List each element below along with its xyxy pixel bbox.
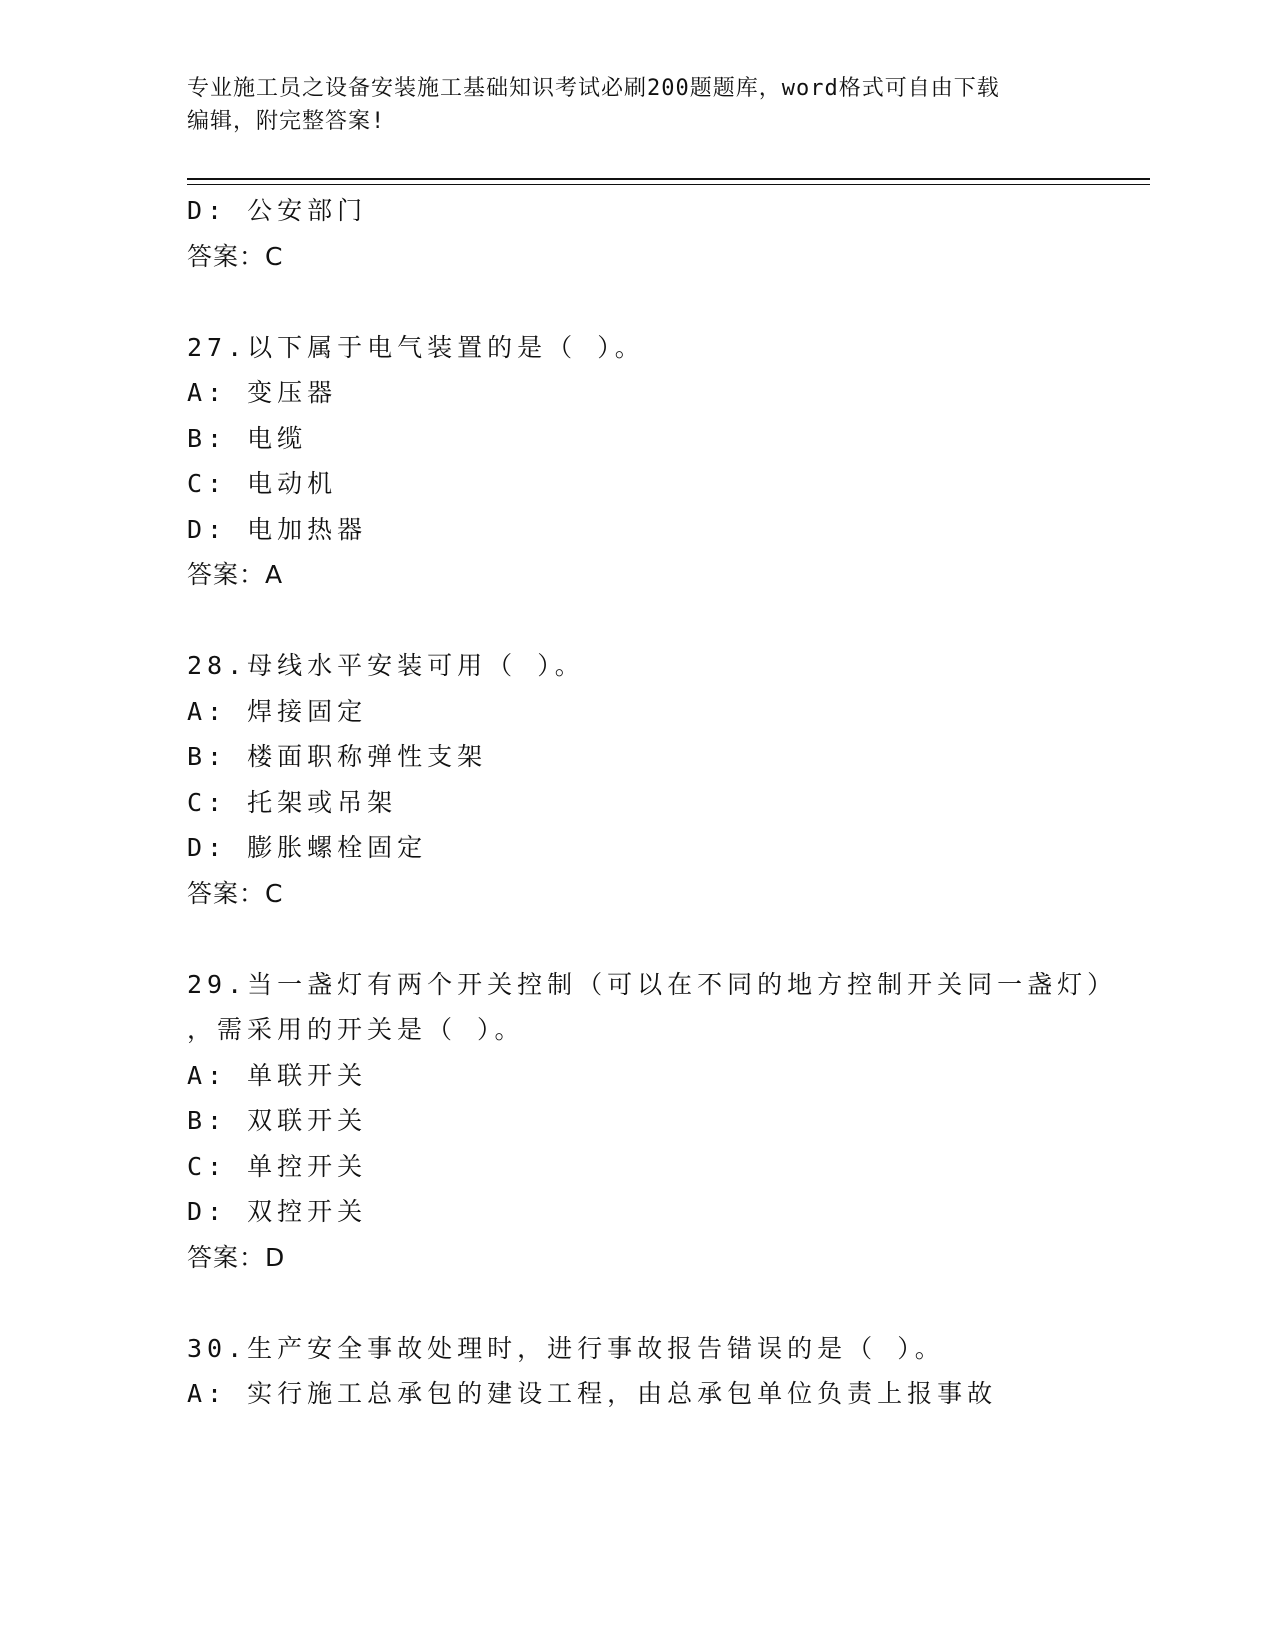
- header-title-line-2: 编辑，附完整答案!: [187, 109, 386, 134]
- option-line: A: 焊接固定: [187, 696, 368, 726]
- option-line: A: 实行施工总承包的建设工程，由总承包单位负责上报事故: [187, 1379, 998, 1408]
- blank-line: [187, 916, 1150, 962]
- option-line: B: 电缆: [187, 423, 308, 453]
- header-rule-thick: [187, 178, 1150, 180]
- header-title-line-1: 专业施工员之设备安装施工基础知识考试必刷200题题库，word格式可自由下载: [187, 76, 1000, 101]
- option-line: B: 楼面职称弹性支架: [187, 742, 488, 771]
- question-line: ，需采用的开关是（ ）。: [187, 1015, 525, 1044]
- question-line: 29.当一盏灯有两个开关控制（可以在不同的地方控制开关同一盏灯）: [187, 969, 1118, 999]
- question-line: 27.以下属于电气装置的是（ ）。: [187, 332, 645, 362]
- option-line: D: 双控开关: [187, 1197, 368, 1226]
- document-header: [187, 72, 1067, 138]
- header-rule-thin: [187, 184, 1150, 185]
- option-line: D: 公安部门: [187, 196, 368, 225]
- option-line: D: 膨胀螺栓固定: [187, 833, 428, 862]
- answer-line: 答案：A: [187, 560, 284, 589]
- answer-line: 答案：C: [187, 241, 284, 271]
- question-line: 28.母线水平安装可用（ ）。: [187, 651, 585, 680]
- option-line: C: 电动机: [187, 469, 338, 498]
- option-line: B: 双联开关: [187, 1106, 368, 1135]
- option-line: C: 单控开关: [187, 1151, 368, 1181]
- answer-line: 答案：D: [187, 1242, 286, 1272]
- document-body: [187, 188, 1150, 1417]
- question-line: 30.生产安全事故处理时，进行事故报告错误的是（ ）。: [187, 1333, 945, 1363]
- blank-line: [187, 279, 1150, 325]
- blank-line: [187, 598, 1150, 644]
- option-line: C: 托架或吊架: [187, 787, 398, 817]
- blank-line: [187, 1280, 1150, 1326]
- option-line: D: 电加热器: [187, 514, 368, 544]
- option-line: A: 变压器: [187, 378, 338, 407]
- answer-line: 答案：C: [187, 878, 284, 908]
- option-line: A: 单联开关: [187, 1060, 368, 1090]
